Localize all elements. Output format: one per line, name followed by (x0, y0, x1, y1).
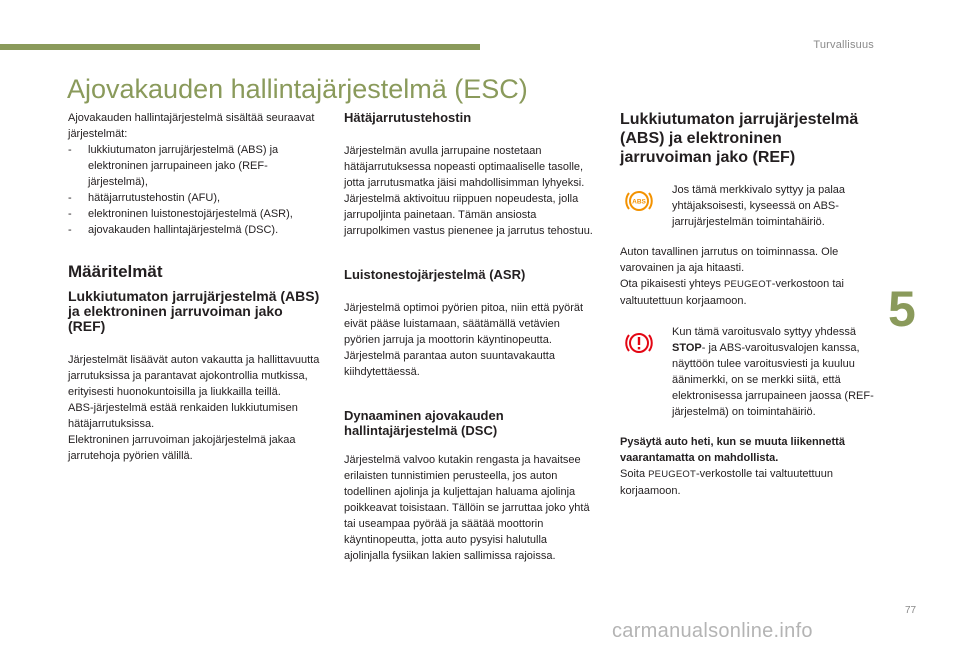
definitions-paragraph: Järjestelmät lisäävät auton vakautta ja hallittavuutta jarrutuksissa ja parantavat ajokontrollia mutkissa, erityisesti huonokuntoisilla ja liukkailla teillä. (68, 354, 320, 398)
system-list (68, 142, 323, 238)
abs-ref-subheading: Lukkiutumaton jarrujärjestelmä (ABS) ja elektroninen jarruvoiman jako (REF) (68, 288, 320, 334)
abs-warning-icon (622, 187, 656, 215)
list-item: - ajovakauden hallintajärjestelmä (DSC). (68, 222, 323, 238)
abs-section-heading: Lukkiutumaton jarrujärjestelmä (ABS) ja elektroninen jarruvoiman jako (REF) (620, 111, 859, 166)
section-label: Turvallisuus (813, 39, 874, 51)
column-middle (344, 110, 594, 564)
header-accent-bar (0, 44, 480, 50)
page-number: 77 (905, 605, 917, 616)
definitions-paragraph: Elektroninen jarruvoiman jakojärjestelmä jakaa jarrutehoja pyörien välillä. (68, 434, 296, 462)
list-item: - lukkiutumaton jarrujärjestelmä (ABS) ja elektroninen jarrupaineen jako (REF-järjestelmä), (68, 142, 323, 190)
watermark: carmanualsonline.info (612, 620, 813, 642)
stop-label: STOP (672, 342, 702, 354)
brake-light-note (620, 324, 875, 420)
dsc-heading: Dynaaminen ajovakauden hallintajärjestelmä (DSC) (344, 408, 504, 438)
afu-paragraph: Järjestelmän avulla jarrupaine nostetaan hätäjarrutuksessa nopeasti optimaaliselle tasolle, jotta jarrutusmatka jäisi mahdollisimman lyhyeksi. (344, 145, 585, 189)
definitions-paragraph: ABS-järjestelmä estää renkaiden lukkiutumisen hätäjarrutuksissa. (68, 402, 298, 430)
abs-light-note (620, 182, 875, 230)
dsc-paragraph: Järjestelmä valvoo kutakin rengasta ja havaitsee erilaisten tunnistimien perusteella, jos auton todellinen ajolinja ja kuljettajan haluama ajolinja poikkeavat toisistaan. Tällöin se jarruttaa joko yhtä tai useampaa pyörää ja säätää moottorin käyntinopeutta, jotta auto pysyisi halutulla ajolinjalla fysiikan lakien sallimissa rajoissa. (344, 454, 590, 562)
list-item: - elektroninen luistonestojärjestelmä (ASR), (68, 206, 323, 222)
asr-heading: Luistonestojärjestelmä (ASR) (344, 267, 526, 282)
abs-paragraph: Auton tavallinen jarrutus on toiminnassa. Ole varovainen ja aja hitaasti. (620, 246, 839, 274)
asr-paragraph: Järjestelmä optimoi pyörien pitoa, niin että pyörät eivät pääse luistamaan, säätämällä vetävien pyörien jarruja ja moottorin käyntinopeutta. Järjestelmä parantaa auton suuntavakautta kiihdytettäessä. (344, 302, 584, 378)
abs-note-text: Jos tämä merkkivalo syttyy ja palaa yhtäjaksoisesti, kyseessä on ABS-jarrujärjestelmän toimintahäiriö. (672, 184, 846, 228)
intro-text: Ajovakauden hallintajärjestelmä sisältää seuraavat järjestelmät: (68, 112, 315, 140)
stop-warning: Pysäytä auto heti, kun se muuta liikennettä vaarantamatta on mahdollista. (620, 436, 845, 464)
brand-name: PEUGEOT (723, 279, 772, 290)
list-item: - hätäjarrutustehostin (AFU), (68, 190, 323, 206)
brake-note-text: Kun tämä varoitusvalo syttyy yhdessä STOP- ja ABS-varoitusvalojen kanssa, näyttöön tulee varoitusviesti ja kuuluu äänimerkki, on se merkki siitä, että elektronisessa jarrupaineen jaossa (REF-järjestelmä) on toimintahäiriö. (672, 326, 874, 418)
afu-heading: Hätäjarrutustehostin (344, 110, 472, 125)
svg-text:ABS: ABS (632, 198, 646, 206)
brand-name: PEUGEOT (648, 469, 696, 480)
afu-paragraph: Järjestelmä aktivoituu riippuen nopeudesta, jolla jarrupoljinta painetaan. Tämän ansiosta jarrupolkimen vastus pienenee ja jarrutus tehostuu. (344, 193, 593, 237)
chapter-number: 5 (888, 281, 916, 337)
abs-contact-paragraph: Ota pikaisesti yhteys PEUGEOT-verkostoon tai valtuutettuun korjaamoon. (620, 278, 844, 307)
definitions-heading: Määritelmät (68, 262, 163, 281)
column-right (620, 110, 875, 499)
call-paragraph: Soita PEUGEOT-verkostolle tai valtuutettuun korjaamoon. (620, 468, 833, 497)
column-left (68, 110, 323, 464)
brake-warning-icon (622, 329, 656, 357)
page-title: Ajovakauden hallintajärjestelmä (ESC) (67, 74, 528, 104)
